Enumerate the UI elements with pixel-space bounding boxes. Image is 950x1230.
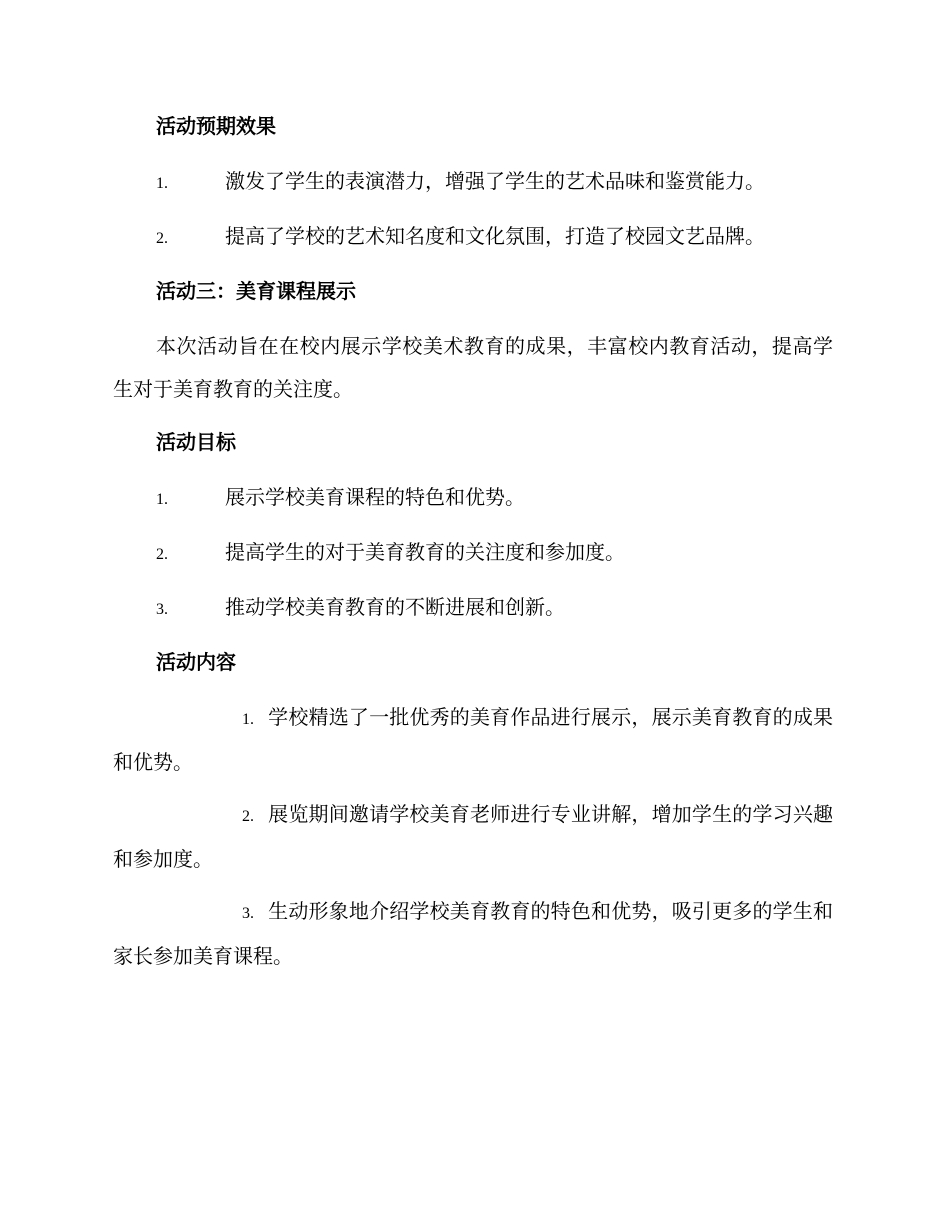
heading-activity-three: 活动三：美育课程展示 (156, 279, 356, 303)
list-item (113, 531, 833, 576)
item-number: 2. (156, 230, 168, 247)
list-item (113, 160, 833, 205)
item-text: 生动形象地介绍学校美育教育的特色和优势，吸引更多的学生和家长参加美育课程。 (113, 899, 833, 968)
list-item (113, 890, 833, 978)
item-text: 激发了学生的表演潜力，增强了学生的艺术品味和鉴赏能力。 (225, 169, 765, 193)
item-number: 1. (156, 491, 168, 508)
list-item (113, 793, 833, 881)
heading-content: 活动内容 (156, 650, 236, 674)
item-number: 3. (156, 601, 168, 618)
list-item (113, 586, 833, 631)
item-number: 3. (242, 905, 254, 922)
list-item (113, 696, 833, 784)
intro-paragraph: 本次活动旨在在校内展示学校美术教育的成果，丰富校内教育活动，提高学生对于美育教育的关注度。 (113, 334, 833, 401)
item-number: 1. (156, 175, 168, 192)
item-text: 推动学校美育教育的不断进展和创新。 (225, 595, 565, 619)
item-number: 2. (242, 808, 254, 825)
item-text: 展览期间邀请学校美育老师进行专业讲解，增加学生的学习兴趣和参加度。 (113, 802, 833, 871)
item-text: 展示学校美育课程的特色和优势。 (225, 485, 525, 509)
item-number: 2. (156, 546, 168, 563)
item-text: 提高了学校的艺术知名度和文化氛围，打造了校园文艺品牌。 (225, 224, 765, 248)
heading-expected-effect: 活动预期效果 (156, 114, 276, 138)
item-text: 提高学生的对于美育教育的关注度和参加度。 (225, 540, 625, 564)
item-number: 1. (242, 711, 254, 728)
list-item (113, 476, 833, 521)
list-item (113, 215, 833, 260)
item-text: 学校精选了一批优秀的美育作品进行展示，展示美育教育的成果和优势。 (113, 705, 833, 774)
heading-goals: 活动目标 (156, 430, 236, 454)
